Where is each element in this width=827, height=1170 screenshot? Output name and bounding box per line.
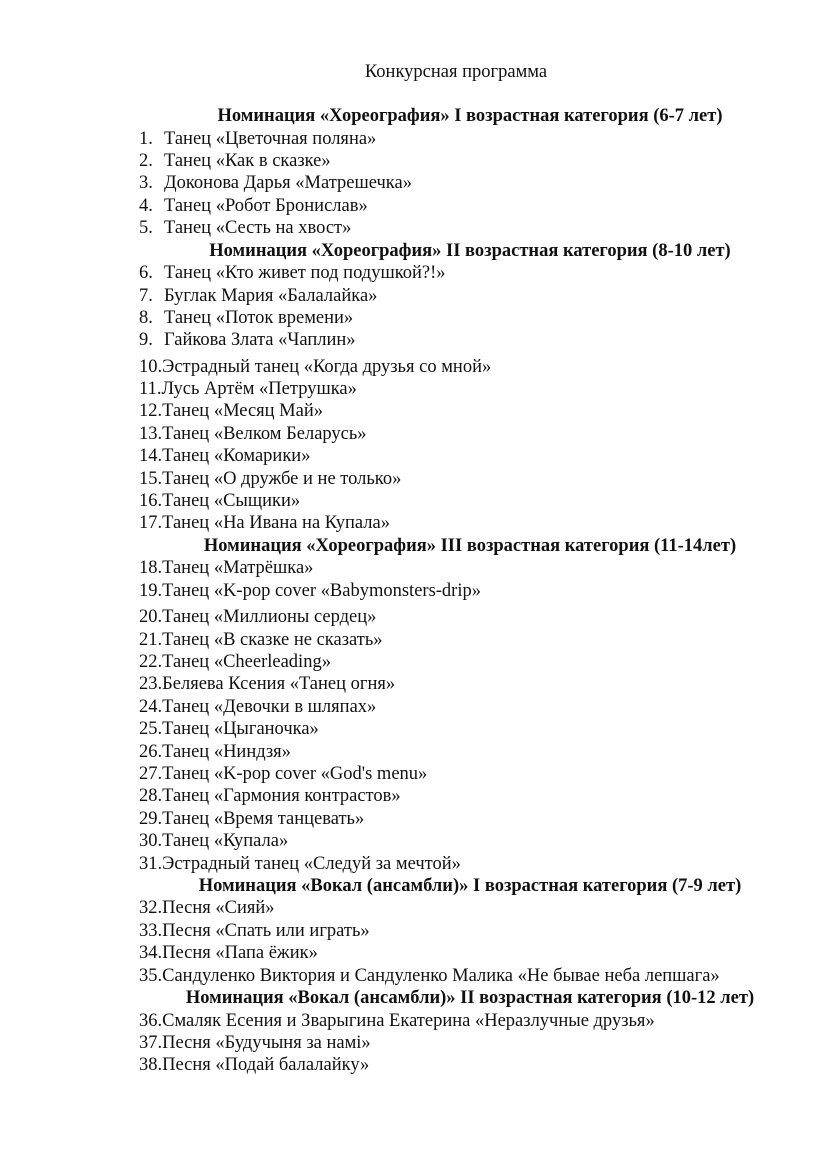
item-number: 18. bbox=[139, 558, 163, 579]
item-text: Смаляк Есения и Зварыгина Екатерина «Неразлучные друзья» bbox=[162, 1010, 655, 1031]
item-number: 29. bbox=[139, 808, 163, 829]
list-item bbox=[139, 378, 779, 400]
list-item bbox=[139, 808, 779, 830]
list-item bbox=[139, 830, 779, 852]
list-item bbox=[139, 1032, 779, 1054]
item-text: Танец «Купала» bbox=[162, 831, 289, 852]
item-text: Танец «О дружбе и не только» bbox=[162, 468, 402, 489]
list-item bbox=[139, 285, 779, 307]
list-item bbox=[139, 763, 779, 785]
list-item bbox=[139, 673, 779, 695]
list-item bbox=[139, 965, 779, 987]
item-text: Песня «Будучыня за намі» bbox=[162, 1033, 371, 1054]
item-number: 13. bbox=[139, 423, 163, 444]
item-text: Танец «K-pop cover «God's menu» bbox=[162, 763, 428, 784]
item-number: 7. bbox=[139, 285, 153, 306]
list-item bbox=[139, 696, 779, 718]
item-number: 15. bbox=[139, 468, 163, 489]
list-item bbox=[139, 629, 779, 651]
item-number: 14. bbox=[139, 446, 163, 467]
item-text: Танец «Как в сказке» bbox=[164, 150, 331, 171]
item-number: 4. bbox=[139, 195, 153, 216]
item-number: 36. bbox=[139, 1010, 163, 1031]
section-heading: Номинация «Хореография» III возрастная категория (11-14лет) bbox=[203, 535, 737, 556]
item-text: Танец «Сесть на хвост» bbox=[164, 218, 352, 239]
item-text: Танец «Время танцевать» bbox=[162, 808, 365, 829]
item-number: 6. bbox=[139, 263, 153, 284]
item-number: 26. bbox=[139, 741, 163, 762]
list-item bbox=[139, 400, 779, 422]
list-item bbox=[139, 307, 779, 329]
item-number: 8. bbox=[139, 307, 153, 328]
item-text: Сандуленко Виктория и Сандуленко Малика «Не бывае неба лепшага» bbox=[162, 965, 720, 986]
item-text: Танец «В сказке не сказать» bbox=[162, 629, 383, 650]
item-number: 17. bbox=[139, 513, 163, 534]
item-number: 10. bbox=[139, 356, 163, 377]
item-number: 25. bbox=[139, 719, 163, 740]
item-text: Танец «Девочки в шляпах» bbox=[162, 696, 377, 717]
list-item bbox=[139, 445, 779, 467]
item-text: Танец «Месяц Май» bbox=[162, 401, 323, 422]
list-item bbox=[139, 262, 779, 284]
item-number: 3. bbox=[139, 173, 153, 194]
item-text: Танец «K-pop cover «Babymonsters-drip» bbox=[162, 580, 481, 601]
section-heading: Номинация «Хореография» I возрастная категория (6-7 лет) bbox=[217, 106, 723, 126]
item-text: Танец «Поток времени» bbox=[164, 307, 354, 328]
section-heading: Номинация «Вокал (ансамбли)» II возрастная категория (10-12 лет) bbox=[185, 988, 755, 1009]
item-number: 27. bbox=[139, 763, 163, 784]
item-text: Эстрадный танец «Следуй за мечтой» bbox=[162, 853, 461, 874]
list-item bbox=[139, 217, 779, 239]
item-number: 11. bbox=[139, 379, 162, 400]
list-item bbox=[139, 606, 779, 628]
list-item bbox=[139, 329, 779, 351]
item-number: 33. bbox=[139, 920, 163, 941]
program-list bbox=[139, 105, 779, 1077]
list-item bbox=[139, 942, 779, 964]
item-text: Танец «Cheerleading» bbox=[162, 651, 331, 672]
item-number: 32. bbox=[139, 898, 163, 919]
list-item bbox=[139, 512, 779, 534]
list-item bbox=[139, 897, 779, 919]
item-text: Танец «Комарики» bbox=[162, 446, 311, 467]
section-heading: Номинация «Хореография» II возрастная категория (8-10 лет) bbox=[209, 240, 731, 261]
item-text: Беляева Ксения «Танец огня» bbox=[162, 674, 396, 695]
item-text: Доконова Дарья «Матрешечка» bbox=[164, 173, 412, 194]
item-text: Песня «Спать или играть» bbox=[162, 920, 370, 941]
item-text: Танец «Миллионы сердец» bbox=[162, 607, 377, 628]
item-text: Танец «Цыганочка» bbox=[162, 719, 319, 740]
list-item bbox=[139, 423, 779, 445]
item-number: 21. bbox=[139, 629, 163, 650]
document-title: Конкурсная программа bbox=[364, 62, 548, 82]
item-number: 5. bbox=[139, 218, 153, 239]
item-text: Танец «Кто живет под подушкой?!» bbox=[164, 263, 446, 284]
list-item bbox=[139, 468, 779, 490]
item-number: 22. bbox=[139, 651, 163, 672]
list-item bbox=[139, 580, 779, 602]
item-number: 24. bbox=[139, 696, 163, 717]
item-text: Эстрадный танец «Когда друзья со мной» bbox=[162, 356, 492, 377]
item-text: Гайкова Злата «Чаплин» bbox=[164, 330, 356, 351]
item-number: 16. bbox=[139, 491, 163, 512]
list-item bbox=[139, 195, 779, 217]
item-number: 12. bbox=[139, 401, 163, 422]
item-number: 2. bbox=[139, 150, 153, 171]
list-item bbox=[139, 1010, 779, 1032]
item-number: 31. bbox=[139, 853, 163, 874]
item-text: Песня «Сияй» bbox=[162, 898, 275, 919]
item-number: 23. bbox=[139, 674, 163, 695]
item-text: Танец «Ниндзя» bbox=[162, 741, 291, 762]
list-item bbox=[139, 651, 779, 673]
list-item bbox=[139, 718, 779, 740]
item-text: Песня «Папа ёжик» bbox=[162, 943, 318, 964]
item-text: Танец «Сыщики» bbox=[162, 491, 301, 512]
list-item bbox=[139, 490, 779, 512]
item-text: Песня «Подай балалайку» bbox=[162, 1055, 370, 1076]
item-text: Лусь Артём «Петрушка» bbox=[161, 379, 357, 400]
item-text: Танец «На Ивана на Купала» bbox=[162, 513, 390, 534]
item-text: Танец «Велком Беларусь» bbox=[162, 423, 367, 444]
list-item bbox=[139, 785, 779, 807]
item-number: 1. bbox=[139, 128, 153, 149]
item-number: 20. bbox=[139, 607, 163, 628]
list-item bbox=[139, 920, 779, 942]
item-number: 28. bbox=[139, 786, 163, 807]
list-item bbox=[139, 128, 779, 150]
item-text: Танец «Матрёшка» bbox=[162, 558, 314, 579]
item-text: Буглак Мария «Балалайка» bbox=[164, 285, 378, 306]
list-item bbox=[139, 853, 779, 875]
item-number: 30. bbox=[139, 831, 163, 852]
item-number: 9. bbox=[139, 330, 153, 351]
item-text: Танец «Гармония контрастов» bbox=[162, 786, 401, 807]
item-number: 35. bbox=[139, 965, 163, 986]
item-number: 37. bbox=[139, 1033, 163, 1054]
list-item bbox=[139, 1054, 779, 1076]
item-number: 19. bbox=[139, 580, 163, 601]
list-item bbox=[139, 557, 779, 579]
list-item bbox=[139, 172, 779, 194]
item-text: Танец «Робот Бронислав» bbox=[164, 195, 368, 216]
list-item bbox=[139, 356, 779, 378]
item-text: Танец «Цветочная поляна» bbox=[164, 128, 377, 149]
list-item bbox=[139, 741, 779, 763]
item-number: 38. bbox=[139, 1055, 163, 1076]
item-number: 34. bbox=[139, 943, 163, 964]
section-heading: Номинация «Вокал (ансамбли)» I возрастная категория (7-9 лет) bbox=[198, 875, 742, 896]
list-item bbox=[139, 150, 779, 172]
